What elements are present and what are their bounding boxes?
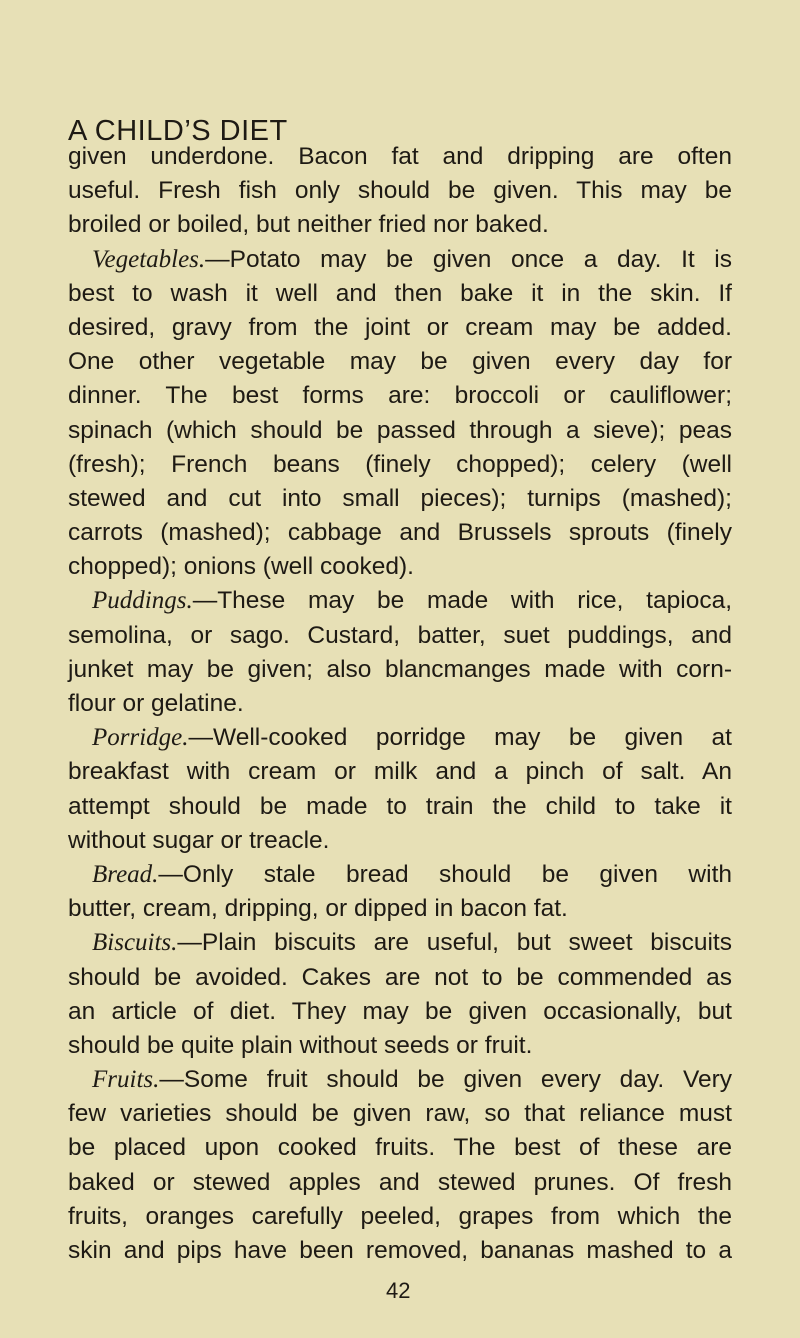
- section-heading: Porridge.: [92, 724, 189, 752]
- text-line: [68, 1063, 732, 1097]
- line-text: —These may be made with rice, tapioca,: [192, 587, 732, 615]
- line-text: skin and pips have been removed, bananas mashed to a: [68, 1237, 732, 1264]
- text-line: [68, 311, 732, 345]
- line-text: stewed and cut into small pieces); turnips (mashed);: [68, 484, 732, 512]
- line-text: should be avoided. Cakes are not to be commended as: [68, 963, 732, 991]
- line-text: junket may be given; also blancmanges made with corn-: [68, 655, 732, 683]
- text-line: [68, 824, 732, 858]
- line-text: few varieties should be given raw, so that reliance must: [68, 1100, 732, 1128]
- line-text: useful. Fresh fish only should be given. This may be: [68, 177, 732, 205]
- text-line: [68, 858, 732, 892]
- line-text: butter, cream, dripping, or dipped in bacon fat.: [68, 895, 568, 923]
- text-line: [68, 995, 732, 1029]
- line-text: One other vegetable may be given every day for: [68, 348, 732, 376]
- text-line: [68, 516, 732, 550]
- text-line: [68, 140, 732, 174]
- line-text: attempt should be made to train the child to take it: [68, 792, 732, 820]
- text-line: [68, 755, 732, 789]
- text-line: [68, 961, 732, 995]
- line-text: should be quite plain without seeds or fruit.: [68, 1031, 533, 1059]
- text-line: [68, 653, 732, 687]
- text-line: [68, 448, 732, 482]
- line-text: spinach (which should be passed through a sieve); peas: [68, 416, 732, 444]
- line-text: an article of diet. They may be given occasionally, but: [68, 997, 732, 1025]
- text-line: [68, 721, 732, 755]
- text-line: [68, 790, 732, 824]
- line-text: flour or gelatine.: [68, 690, 244, 717]
- text-line: [68, 414, 732, 448]
- text-line: [68, 687, 732, 721]
- line-text: —Potato may be given once a day. It is: [205, 245, 732, 273]
- line-text: fruits, oranges carefully peeled, grapes from which the: [68, 1202, 732, 1230]
- line-text: best to wash it well and then bake it in the skin. If: [68, 279, 732, 307]
- line-text: desired, gravy from the joint or cream may be added.: [68, 313, 732, 341]
- line-text: —Plain biscuits are useful, but sweet biscuits: [177, 929, 732, 957]
- line-text: (fresh); French beans (finely chopped); celery (well: [68, 450, 732, 478]
- text-line: [68, 550, 732, 584]
- page-number: 42: [386, 1278, 411, 1303]
- text-line: [68, 345, 732, 379]
- section-heading: Bread.: [92, 860, 159, 888]
- text-line: [68, 1131, 732, 1165]
- text-line: [68, 379, 732, 413]
- line-text: be placed upon cooked fruits. The best of these are: [68, 1134, 732, 1162]
- text-line: [68, 1166, 732, 1200]
- section-heading: Fruits.: [92, 1066, 160, 1094]
- section-heading: Vegetables.: [92, 245, 206, 273]
- text-line: [68, 1234, 732, 1268]
- line-text: —Well-cooked porridge may be given at: [188, 724, 732, 752]
- line-text: semolina, or sago. Custard, batter, suet puddings, and: [68, 621, 732, 649]
- body-text: [68, 140, 732, 1268]
- section-heading: Biscuits.: [92, 929, 178, 957]
- line-text: given underdone. Bacon fat and dripping are often: [68, 143, 732, 170]
- line-text: breakfast with cream or milk and a pinch of salt. An: [68, 758, 732, 786]
- line-text: dinner. The best forms are: broccoli or cauliflower;: [68, 382, 732, 410]
- line-text: baked or stewed apples and stewed prunes. Of fresh: [68, 1168, 732, 1196]
- text-line: [68, 174, 732, 208]
- section-heading: Puddings.: [92, 587, 193, 615]
- line-text: —Some fruit should be given every day. Very: [159, 1066, 732, 1094]
- running-head: A CHILD’S DIET: [68, 115, 288, 147]
- text-line: [68, 926, 732, 960]
- text-line: [68, 892, 732, 926]
- text-line: [68, 277, 732, 311]
- text-line: [68, 1029, 732, 1063]
- text-line: [68, 482, 732, 516]
- line-text: —Only stale bread should be given with: [158, 860, 732, 888]
- text-line: [68, 1097, 732, 1131]
- text-line: [68, 208, 732, 242]
- text-line: [68, 619, 732, 653]
- line-text: carrots (mashed); cabbage and Brussels sprouts (finely: [68, 519, 732, 547]
- text-line: [68, 243, 732, 277]
- line-text: broiled or boiled, but neither fried nor baked.: [68, 211, 549, 239]
- line-text: chopped); onions (well cooked).: [68, 553, 414, 581]
- line-text: without sugar or treacle.: [68, 826, 330, 854]
- text-line: [68, 1200, 732, 1234]
- text-line: [68, 584, 732, 618]
